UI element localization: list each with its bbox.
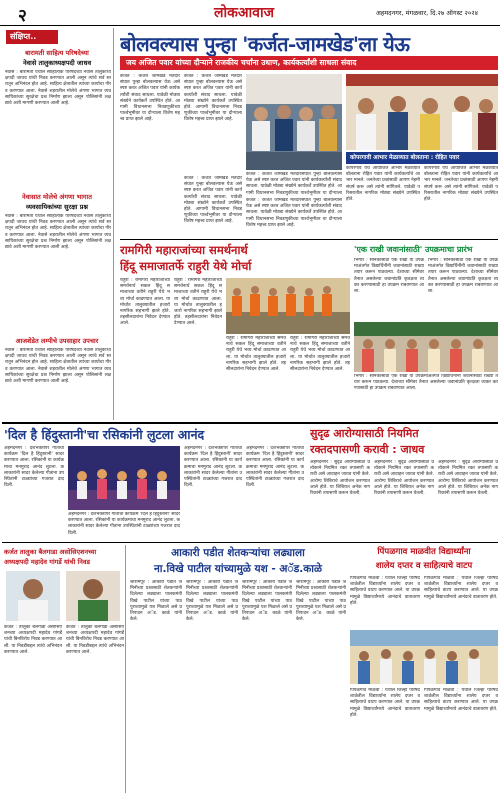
brief-text-2: नेवासे : बारामती येथील साहित्यिक परिषदेच्या नेवासे तालुकाध्यक्षपदी जाधव यांची निवड करण्यात आली असून त्यांचे सर्व स्तरातून अभिनंदन होत आहे. साहित्य क्षेत्रातील त्यांच्या कार्याचा गौरव करण्यात आला. नेवासे शहरातील मोलेचे अंगणा भागात व्यवसायिकांच्या सुरक्षेचा प्रश्न निर्माण झाला असून पोलिसांनी लक्ष द्यावे अशी मागणी करण्यात आली आहे.: [5, 214, 111, 251]
right-story-text-1: कोपरगाव येथे आयोजित आभार मेळाव्यात बोलताना रोहित पवार यांनी कार्यकर्त्यांचे आभार मानले. जनतेच्या प्रश्नांसाठी आपण नेहमी संघर्ष करू असे त्यांनी सांगितले. यावेळी परिसरातील नागरिक मोठ्या संख्येने उपस्थित होते.: [346, 166, 420, 203]
story8-text-3: पिंपळगाव माळवी : येथील जिल्हा परिषद शाळेतील विद्यार्थ्यांना शालेय दप्तर व साहित्याचे वाटप करण्यात आले. या उपक्रमामुळे विद्यार्थ्यांमध्ये आनंदाचे वातावरण होते.: [350, 688, 420, 718]
story6-photo-1: [6, 571, 60, 621]
divider: [120, 239, 498, 240]
story4-headline: 'दिल है हिंदुस्तानी'चा रसिकांनी लुटला आनंद: [4, 427, 205, 442]
main-story-text-2: कर्जत : कर्जत जामखेड मतदारसंघात पुन्हा बोलवल्यास येऊ असे स्पष्ट करत अजित पवार यांनी कार्यकर्त्यांशी संवाद साधला. यावेळी मोठ्या संख्येने कार्यकर्ते उपस्थित होते. आगामी विधानसभा निवडणुकीच्या पार्श्वभूमीवर या दौऱ्याला विशेष महत्त्व प्राप्त झाले आहे.: [184, 74, 242, 123]
story6-text-2: कर्जत : तालुका बैलगाडा असोसिएशनच्या अध्यक्षपदी महादेव गांगर्डे यांची बिनविरोध निवड करण्यात आली. या निवडीबद्दल त्यांचे अभिनंदन करण्यात आले.: [66, 625, 124, 655]
right-photo-caption: कोपरगावी आभार मेळाव्यात बोलताना : रोहित पवार: [346, 152, 498, 164]
story2-photo: [226, 278, 350, 334]
brief-title-2: नेवासात मोलेचे अंगणा भागात: [22, 193, 92, 201]
story8-photo: [350, 630, 498, 684]
story8-text-1: पिंपळगाव माळवी : येथील जिल्हा परिषद शाळेतील विद्यार्थ्यांना शालेय दप्तर व साहित्याचे वाटप करण्यात आले. या उपक्रमामुळे विद्यार्थ्यांमध्ये आनंदाचे वातावरण होते.: [350, 576, 420, 606]
story5-text-2: अहमदनगर : सुदृढ आरोग्यासाठी प्रत्येकाने नियमित रक्त तपासणी करावी असे आवाहन जाधव यांनी केले. आरोग्य शिबिराचे आयोजन करण्यात आले होते. या शिबिरात अनेक नागरिकांनी तपासणी करून घेतली.: [374, 460, 434, 497]
right-story-text-2: कोपरगाव येथे आयोजित आभार मेळाव्यात बोलताना रोहित पवार यांनी कार्यकर्त्यांचे आभार मानले. जनतेच्या प्रश्नांसाठी आपण नेहमी संघर्ष करू असे त्यांनी सांगितले. यावेळी परिसरातील नागरिक मोठ्या संख्येने उपस्थित होते.: [424, 166, 498, 203]
story3-headline: 'एक राखी जवानांसाठी' उपक्रमाचा प्रारंभ: [354, 245, 473, 254]
story3-text-1: भिंगार : सैनिकांसाठी एक राखी या उपक्रमाअंतर्गत विद्यार्थिनींनी जवानांसाठी राख्या तयार करून पाठवल्या. देशाच्या सीमेवर तैनात असलेल्या जवानांप्रति कृतज्ञता व्यक्त करण्यासाठी हा उपक्रम राबवण्यात आला.: [354, 258, 424, 295]
story4-photo: [68, 446, 180, 510]
main-headline: बोलवल्यास पुन्हा 'कर्जत-जामखेड'ला येऊ: [120, 32, 410, 56]
story8-text-2: पिंपळगाव माळवी : येथील जिल्हा परिषद शाळेतील विद्यार्थ्यांना शालेय दप्तर व साहित्याचे वाटप करण्यात आले. या उपक्रमामुळे विद्यार्थ्यांमध्ये आनंदाचे वातावरण होते.: [424, 576, 498, 600]
masthead: लोकआवाज: [214, 5, 274, 21]
story4-text-1: अहमदनगर : देशभक्तीपर गीतांचा कार्यक्रम 'दिल है हिंदुस्तानी' सादर करण्यात आला. रसिकांनी या कार्यक्रमाचा मनमुराद आनंद लुटला. कलाकारांनी सादर केलेल्या गीतांना उपस्थितांनी टाळ्यांच्या गजरात दाद दिली.: [4, 446, 64, 489]
page-header: [0, 0, 500, 26]
story7-headline-1: आकारी पडीत शेतकऱ्यांचा लढ्याला: [171, 547, 305, 559]
brief-subtitle-2: व्यवसायिकांच्या सुरक्षा प्रश्न: [25, 203, 89, 211]
main-photo-caption: कर्जत : कर्जत जामखेड मतदारसंघात पुन्हा बोलवल्यास येऊ असे स्पष्ट करत अजित पवार यांनी कार्यकर्त्यांशी संवाद साधला. यावेळी मोठ्या संख्येने कार्यकर्ते उपस्थित होते. आगामी विधानसभा निवडणुकीच्या पार्श्वभूमीवर या दौऱ्याला: [246, 172, 342, 196]
story2-text-1: राहुरी : रामगिरी महाराजांच्या समर्थनार्थ सकल हिंदू समाजाच्या वतीने राहुरी येथे भव्य मोर्चा काढण्यात आला. या मोर्चात तालुक्यातील हजारो नागरिक सहभागी झाले होते. तहसीलदारांना निवेदन देण्यात आले.: [120, 278, 170, 327]
main-photo: [246, 74, 342, 170]
story2-headline-2: हिंदू समाजातर्फे राहुरी येथे मोर्चा: [120, 259, 252, 273]
story4-text-4: अहमदनगर : देशभक्तीपर गीतांचा कार्यक्रम 'दिल है हिंदुस्तानी' सादर करण्यात आला. रसिकांनी या कार्यक्रमाचा मनमुराद आनंद लुटला. कलाकारांनी सादर केलेल्या गीतांना उपस्थितांनी टाळ्यांच्या गजरात दाद दिली.: [246, 446, 304, 489]
main-story-text-3: कर्जत : कर्जत जामखेड मतदारसंघात पुन्हा बोलवल्यास येऊ असे स्पष्ट करत अजित पवार यांनी कार्यकर्त्यांशी संवाद साधला. यावेळी मोठ्या संख्येने कार्यकर्ते उपस्थित होते. आगामी विधानसभा निवडणुकीच्या पार्श्वभूमीवर या दौऱ्याला विशेष महत्त्व प्राप्त झाले आहे.: [184, 176, 242, 225]
story5-text-1: अहमदनगर : सुदृढ आरोग्यासाठी प्रत्येकाने नियमित रक्त तपासणी करावी असे आवाहन जाधव यांनी केले. आरोग्य शिबिराचे आयोजन करण्यात आले होते. या शिबिरात अनेक नागरिकांनी तपासणी करून घेतली.: [310, 460, 370, 497]
divider: [2, 542, 498, 543]
story7-text-3: श्रीरामपूर : आकारी पडीत जमिनीच्या प्रश्नासाठी शेतकऱ्यांनी दिलेल्या लढ्याला पालकमंत्री विखे पाटील यांच्या पाठपुराव्यामुळे यश मिळाले असे प्रतिपादन अॅड. काळे यांनी केले.: [242, 580, 292, 623]
story4-text-2: अहमदनगर : देशभक्तीपर गीतांचा कार्यक्रम 'दिल है हिंदुस्तानी' सादर करण्यात आला. रसिकांनी या कार्यक्रमाचा मनमुराद आनंद लुटला. कलाकारांनी सादर केलेल्या गीतांना उपस्थितांनी टाळ्यांच्या गजरात दाद दिली.: [68, 512, 180, 536]
sidebar-briefs: [2, 28, 114, 420]
brief-title-1: बारामती साहित्य परिषदेच्या: [25, 49, 89, 57]
story6-headline-1: कर्जत तालुका बैलगाडा असोसिएशनच्या: [4, 548, 97, 556]
main-story-text-1: कर्जत : कर्जत जामखेड मतदारसंघात पुन्हा बोलवल्यास येऊ असे स्पष्ट करत अजित पवार यांनी कार्यकर्त्यांशी संवाद साधला. यावेळी मोठ्या संख्येने कार्यकर्ते उपस्थित होते. आगामी विधानसभा निवडणुकीच्या पार्श्वभूमीवर या दौऱ्याला विशेष महत्त्व प्राप्त झाले आहे.: [120, 74, 180, 123]
story4-text-3: अहमदनगर : देशभक्तीपर गीतांचा कार्यक्रम 'दिल है हिंदुस्तानी' सादर करण्यात आला. रसिकांनी या कार्यक्रमाचा मनमुराद आनंद लुटला. कलाकारांनी सादर केलेल्या गीतांना उपस्थितांनी टाळ्यांच्या गजरात दाद दिली.: [184, 446, 242, 489]
main-subhead: जय अजित पवार यांच्या दौऱ्याने राजकीय चर्चांना उधाण, कार्यकर्त्यांशी साधला संवाद: [120, 56, 498, 70]
story3-text-2: भिंगार : सैनिकांसाठी एक राखी या उपक्रमाअंतर्गत विद्यार्थिनींनी जवानांसाठी राख्या तयार करून पाठवल्या. देशाच्या सीमेवर तैनात असलेल्या जवानांप्रति कृतज्ञता व्यक्त करण्यासाठी हा उपक्रम राबवण्यात आला.: [428, 258, 498, 295]
date-line: अहमदनगर, मंगळवार, दि.२७ ऑगस्ट २०२४: [375, 9, 478, 17]
story5-headline-1: सुदृढ आरोग्यासाठी नियमित: [310, 427, 419, 440]
story6-text-1: कर्जत : तालुका बैलगाडा असोसिएशनच्या अध्यक्षपदी महादेव गांगर्डे यांची बिनविरोध निवड करण्यात आली. या निवडीबद्दल त्यांचे अभिनंदन करण्यात आले.: [4, 625, 62, 655]
story2-headline-1: रामगिरी महाराजांच्या समर्थनार्थ: [120, 243, 248, 257]
story8-headline-2: शालेय दप्तर व साहित्याचे वाटप: [375, 561, 473, 571]
story7-text-1: श्रीरामपूर : आकारी पडीत जमिनीच्या प्रश्नासाठी शेतकऱ्यांनी दिलेल्या लढ्याला पालकमंत्री विखे पाटील यांच्या पाठपुराव्यामुळे यश मिळाले असे प्रतिपादन अॅड. काळे यांनी केले.: [130, 580, 182, 623]
story6-box: [2, 545, 126, 793]
brief-text-3: नेवासे : बारामती येथील साहित्यिक परिषदेच्या नेवासे तालुकाध्यक्षपदी जाधव यांची निवड करण्यात आली असून त्यांचे सर्व स्तरातून अभिनंदन होत आहे. साहित्य क्षेत्रातील त्यांच्या कार्याचा गौरव करण्यात आला. नेवासे शहरातील मोलेचे अंगणा भागात व्यवसायिकांच्या सुरक्षेचा प्रश्न निर्माण झाला असून पोलिसांनी लक्ष द्यावे अशी मागणी करण्यात आली आहे.: [5, 348, 111, 385]
story3-text-3: भिंगार : सैनिकांसाठी एक राखी या उपक्रमाअंतर्गत विद्यार्थिनींनी जवानांसाठी राख्या तयार करून पाठवल्या. देशाच्या सीमेवर तैनात असलेल्या जवानांप्रति कृतज्ञता व्यक्त करण्यासाठी हा उपक्रम राबवण्यात आला.: [354, 374, 498, 392]
story8-headline-1: पिंपळगाव माळवीत विद्यार्थ्यांना: [377, 547, 471, 557]
story2-text-3: राहुरी : रामगिरी महाराजांच्या समर्थनार्थ सकल हिंदू समाजाच्या वतीने राहुरी येथे भव्य मोर्चा काढण्यात आला. या मोर्चात तालुक्यातील हजारो नागरिक सहभागी झाले होते. तहसीलदारांना निवेदन देण्यात आले.: [226, 336, 286, 373]
story7-text-4: श्रीरामपूर : आकारी पडीत जमिनीच्या प्रश्नासाठी शेतकऱ्यांनी दिलेल्या लढ्याला पालकमंत्री विखे पाटील यांच्या पाठपुराव्यामुळे यश मिळाले असे प्रतिपादन अॅड. काळे यांनी केले.: [296, 580, 346, 623]
story3-photo: [354, 322, 498, 372]
story6-headline-2: अध्यक्षपदी महादेव गांगर्डे यांची निवड: [4, 558, 90, 566]
brief-title-3: आजशेडेत लम्पीचे उपसाहार उपचार: [15, 337, 99, 345]
divider: [2, 422, 498, 424]
brief-tag: संक्षिप्त..: [6, 30, 58, 44]
story8-text-4: पिंपळगाव माळवी : येथील जिल्हा परिषद शाळेतील विद्यार्थ्यांना शालेय दप्तर व साहित्याचे वाटप करण्यात आले. या उपक्रमामुळे विद्यार्थ्यांमध्ये आनंदाचे वातावरण होते.: [424, 688, 498, 712]
page-number: २: [18, 6, 27, 26]
story7-text-2: श्रीरामपूर : आकारी पडीत जमिनीच्या प्रश्नासाठी शेतकऱ्यांनी दिलेल्या लढ्याला पालकमंत्री विखे पाटील यांच्या पाठपुराव्यामुळे यश मिळाले असे प्रतिपादन अॅड. काळे यांनी केले.: [186, 580, 238, 623]
right-photo: [346, 74, 498, 150]
story6-photo-2: [66, 571, 120, 621]
story5-headline-2: रक्तदपासणी करावी : जाधव: [310, 443, 425, 456]
story5-text-3: अहमदनगर : सुदृढ आरोग्यासाठी प्रत्येकाने नियमित रक्त तपासणी करावी असे आवाहन जाधव यांनी केले. आरोग्य शिबिराचे आयोजन करण्यात आले होते. या शिबिरात अनेक नागरिकांनी तपासणी करून घेतली.: [438, 460, 498, 497]
brief-subtitle-1: नेवासे तालुकाध्यक्षपदी जाधव: [22, 59, 92, 67]
story2-text-4: राहुरी : रामगिरी महाराजांच्या समर्थनार्थ सकल हिंदू समाजाच्या वतीने राहुरी येथे भव्य मोर्चा काढण्यात आला. या मोर्चात तालुक्यातील हजारो नागरिक सहभागी झाले होते. तहसीलदारांना निवेदन देण्यात आले.: [290, 336, 350, 373]
story2-text-2: राहुरी : रामगिरी महाराजांच्या समर्थनार्थ सकल हिंदू समाजाच्या वतीने राहुरी येथे भव्य मोर्चा काढण्यात आला. या मोर्चात तालुक्यातील हजारो नागरिक सहभागी झाले होते. तहसीलदारांना निवेदन देण्यात आले.: [174, 278, 222, 327]
brief-text-1: नेवासे : बारामती येथील साहित्यिक परिषदेच्या नेवासे तालुकाध्यक्षपदी जाधव यांची निवड करण्यात आली असून त्यांचे सर्व स्तरातून अभिनंदन होत आहे. साहित्य क्षेत्रातील त्यांच्या कार्याचा गौरव करण्यात आला. नेवासे शहरातील मोलेचे अंगणा भागात व्यवसायिकांच्या सुरक्षेचा प्रश्न निर्माण झाला असून पोलिसांनी लक्ष द्यावे अशी मागणी करण्यात आली आहे.: [5, 70, 111, 107]
main-story-text-4: कर्जत : कर्जत जामखेड मतदारसंघात पुन्हा बोलवल्यास येऊ असे स्पष्ट करत अजित पवार यांनी कार्यकर्त्यांशी संवाद साधला. यावेळी मोठ्या संख्येने कार्यकर्ते उपस्थित होते. आगामी विधानसभा निवडणुकीच्या पार्श्वभूमीवर या दौऱ्याला विशेष महत्त्व प्राप्त झाले आहे.: [246, 198, 342, 228]
story7-headline-2: ना.विखे पाटील यांच्यामुळे यश - अॅड.काळे: [153, 563, 323, 575]
